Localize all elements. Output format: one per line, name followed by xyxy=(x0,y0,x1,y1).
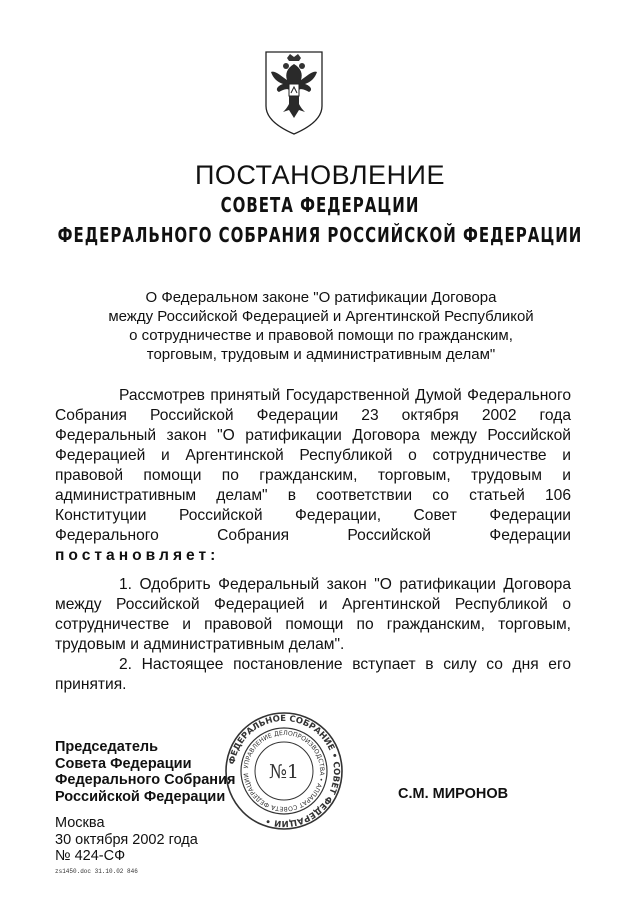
position-line: Федерального Собрания xyxy=(55,772,236,788)
subject-line: торговым, трудовым и административным делам" xyxy=(146,346,496,363)
clause-1-line: трудовым и административным делам". xyxy=(55,636,345,653)
signatory-position xyxy=(55,739,235,805)
preamble-line: Собрания Российской Федерации 23 октября 2002 года xyxy=(55,407,571,424)
official-seal-stamp xyxy=(223,710,345,832)
preamble-line: Федеральный закон "О ратификации Договора между Российской xyxy=(55,427,571,444)
subject-line: О Федеральном законе "О ратификации Договора xyxy=(145,289,497,306)
issuer-line-1: СОВЕТА ФЕДЕРАЦИИ xyxy=(220,192,420,218)
position-line: Российской Федерации xyxy=(55,788,226,805)
seal-outer-text: ФЕДЕРАЛЬНОЕ СОБРАНИЕ • СОВЕТ ФЕДЕРАЦИИ • xyxy=(227,713,342,829)
preamble-line: Рассмотрев принятый Государственной Думой Федерального xyxy=(119,387,571,404)
position-line: Совета Федерации xyxy=(55,755,192,772)
clause-2-line: 2. Настоящее постановление вступает в силу со дня его xyxy=(119,656,571,673)
document-title: ПОСТАНОВЛЕНИЕ xyxy=(195,160,445,190)
preamble-line: правовой помощи по гражданским, торговым, трудовым и xyxy=(55,467,571,484)
subject-line: о сотрудничестве и правовой помощи по гражданским, xyxy=(129,327,513,344)
preamble-line: Федерального Собрания Российской Федерации xyxy=(55,527,571,544)
clause-2-line: принятия. xyxy=(55,676,127,693)
resolution-number: № 424-СФ xyxy=(55,848,126,864)
preamble-line: Конституции Российской Федерации, Совет Федерации xyxy=(55,507,571,524)
resolves-word: постановляет: xyxy=(55,547,220,564)
place-date-block xyxy=(55,815,198,865)
seal-number: №1 xyxy=(268,761,300,783)
issuer-line-2: ФЕДЕРАЛЬНОГО СОБРАНИЯ РОССИЙСКОЙ ФЕДЕРАЦИИ xyxy=(57,222,583,248)
signing-date: 30 октября 2002 года xyxy=(55,831,198,848)
operative-clauses xyxy=(55,575,571,695)
document-file-code: zs1450.doc 31.10.02 846 xyxy=(55,868,138,875)
preamble-line: административным делам" в соответствии со статьей 106 xyxy=(55,487,571,504)
resolution-subject xyxy=(60,288,582,364)
signatory-name: С.М. МИРОНОВ xyxy=(398,786,509,802)
clause-1-line: между Российской Федерацией и Аргентинской Республикой о xyxy=(55,596,571,613)
clause-1-line: 1. Одобрить Федеральный закон "О ратификации Договора xyxy=(119,576,571,593)
subject-line: между Российской Федерацией и Аргентинской Республикой xyxy=(108,308,534,325)
city: Москва xyxy=(55,815,105,831)
position-line: Председатель xyxy=(55,739,159,755)
seal-inner-text: УПРАВЛЕНИЕ ДЕЛОПРОИЗВОДСТВА • АППАРАТ СОВЕТА ФЕДЕРАЦИИ xyxy=(243,729,326,813)
preamble-line: Федерацией и Аргентинской Республикой о сотрудничестве и xyxy=(55,447,571,464)
preamble-paragraph xyxy=(55,386,571,566)
clause-1-line: сотрудничестве и правовой помощи по гражданским, торговым, xyxy=(55,616,571,633)
russian-coat-of-arms-icon xyxy=(263,48,325,136)
